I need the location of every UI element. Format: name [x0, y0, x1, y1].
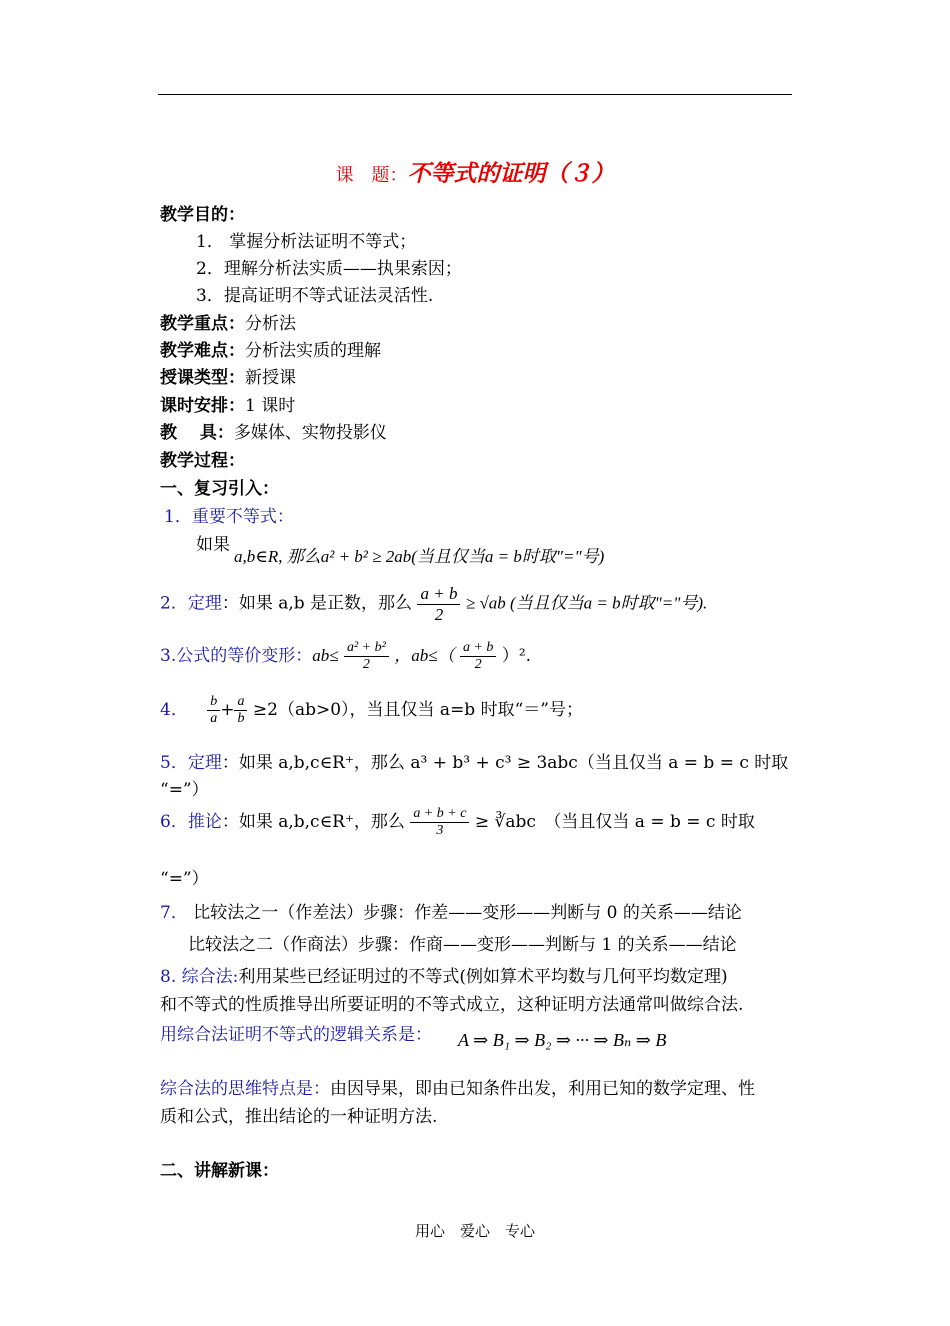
item3-label: 3.公式的等价变形： — [160, 646, 313, 667]
item8-logic-formula: A ⇒ B₁ ⇒ B₂ ⇒ ··· ⇒ Bₙ ⇒ B — [458, 1030, 667, 1050]
item2-rest: ≥ √ab (当且仅当a = b时取"="号). — [465, 593, 708, 613]
section1-heading: 一、复习引入： — [160, 479, 279, 499]
item5-line — [160, 748, 788, 773]
item6-cont: “=”） — [160, 869, 209, 889]
item8-logic-label: 用综合法证明不等式的逻辑关系是： — [160, 1025, 432, 1045]
item1-prefix: 如果 — [196, 535, 230, 555]
thinking-label: 综合法的思维特点是： — [160, 1079, 330, 1099]
item2-label: 定理 — [187, 593, 222, 614]
item8-label: 8. 综合法: — [160, 967, 239, 987]
item6-text2: ≥ ∛abc （当且仅当 a = b = c 时取 — [474, 812, 755, 833]
frac-numerator: a² + b² — [344, 640, 389, 657]
frac-denominator: 2 — [474, 657, 482, 673]
meta-value: 1 课时 — [245, 396, 296, 416]
frac-denominator: 3 — [436, 823, 444, 839]
meta-value: 分析法实质的理解 — [245, 341, 381, 361]
item6-line — [160, 806, 755, 839]
meta-key: 授课类型： — [160, 368, 245, 388]
meta-key: 教学难点： — [160, 341, 245, 361]
meta-value: 多媒体、实物投影仪 — [233, 423, 387, 443]
item3-fraction1 — [344, 640, 389, 673]
lesson-title — [0, 155, 950, 188]
process-heading: 教学过程： — [160, 451, 245, 471]
item4 — [160, 694, 583, 727]
frac-denominator: a — [207, 710, 220, 727]
thinking-line2: 质和公式，推出结论的一种证明方法. — [160, 1107, 438, 1127]
page-footer: 用心 爱心 专心 — [414, 1222, 535, 1240]
meta-key: 教 具： — [160, 423, 234, 443]
item4-fraction2 — [234, 694, 247, 727]
item2 — [160, 584, 707, 624]
frac-numerator: a + b — [460, 640, 496, 657]
frac-denominator: 2 — [362, 657, 370, 673]
item7-line2: 比较法之二（作商法）步骤：作商——变形——判断与 1 的关系——结论 — [188, 935, 737, 955]
frac-numerator: a + b + c — [410, 806, 469, 823]
title-text: 不等式的证明（３） — [407, 160, 615, 187]
item6-text1: ：如果 a,b,c∈R⁺，那么 — [221, 812, 405, 833]
item7-text1: 比较法之一（作差法）步骤：作差——变形——判断与 0 的关系——结论 — [193, 903, 742, 923]
meta-key: 课时安排： — [160, 396, 245, 416]
thinking-line1 — [160, 1074, 755, 1099]
meta-tools — [160, 418, 387, 443]
thinking-text1: 由因导果，即由已知条件出发，利用已知的数学定理、性 — [330, 1079, 755, 1099]
frac-denominator: 2 — [434, 604, 444, 624]
item6-label: 推论 — [187, 812, 222, 833]
header-rule — [158, 94, 792, 95]
item6-fraction — [410, 806, 469, 839]
goals-heading: 教学目的： — [160, 205, 245, 225]
goal-item: 3．提高证明不等式证法灵活性. — [196, 286, 434, 306]
title-label: 课 题： — [335, 165, 408, 186]
frac-denominator: b — [234, 710, 247, 727]
item3-fraction2 — [460, 640, 496, 673]
item8-text1: 利用某些已经证明过的不等式(例如算术平均数与几何平均数定理) — [238, 967, 728, 987]
item5-num: 5． — [160, 753, 188, 773]
frac-numerator: a — [237, 694, 245, 709]
item3-p2: ，ab≤（ — [394, 646, 455, 666]
item3-p1: ab≤ — [312, 646, 339, 666]
section2-heading: 二、讲解新课： — [160, 1161, 279, 1181]
goal-item: 2．理解分析法实质——执果索因； — [196, 259, 462, 279]
item8-line2: 和不等式的性质推导出所要证明的不等式成立，这种证明方法通常叫做综合法. — [160, 995, 744, 1015]
item4-fraction1 — [207, 694, 220, 727]
item2-fraction — [417, 584, 460, 624]
item2-num: 2． — [160, 593, 188, 614]
meta-difficulty — [160, 336, 381, 361]
meta-key: 教学重点： — [160, 314, 245, 334]
item1-formula: a,b∈R, 那么a² + b² ≥ 2ab(当且仅当a = b时取"="号) — [234, 547, 605, 566]
meta-type — [160, 363, 296, 388]
item2-text: ：如果 a,b 是正数，那么 — [221, 593, 413, 614]
meta-value: 分析法 — [245, 314, 296, 334]
item5-text: ：如果 a,b,c∈R⁺，那么 a³ + b³ + c³ ≥ 3abc（当且仅当 a = b = c 时取 — [221, 753, 789, 773]
item6-num: 6． — [160, 812, 188, 833]
goal-item: 1． 掌握分析法证明不等式； — [196, 232, 417, 252]
frac-numerator: a + b — [417, 584, 460, 605]
item7-num: 7． — [160, 903, 188, 923]
item8-line1 — [160, 962, 728, 987]
meta-value: 新授课 — [245, 368, 296, 388]
item5-cont: “=”） — [160, 780, 209, 800]
frac-numerator: b — [210, 694, 218, 709]
item3 — [160, 640, 531, 673]
item4-plus: + — [220, 700, 235, 721]
meta-key-point — [160, 309, 296, 334]
item5-label: 定理 — [187, 753, 222, 773]
item4-num: 4． — [160, 700, 188, 721]
item3-p3: ）². — [501, 646, 532, 667]
item1-label: 1．重要不等式： — [164, 507, 294, 527]
item7-line1 — [160, 898, 742, 923]
item4-text: ≥2（ab>0），当且仅当 a=b 时取“＝”号； — [252, 700, 583, 721]
meta-schedule — [160, 391, 295, 416]
